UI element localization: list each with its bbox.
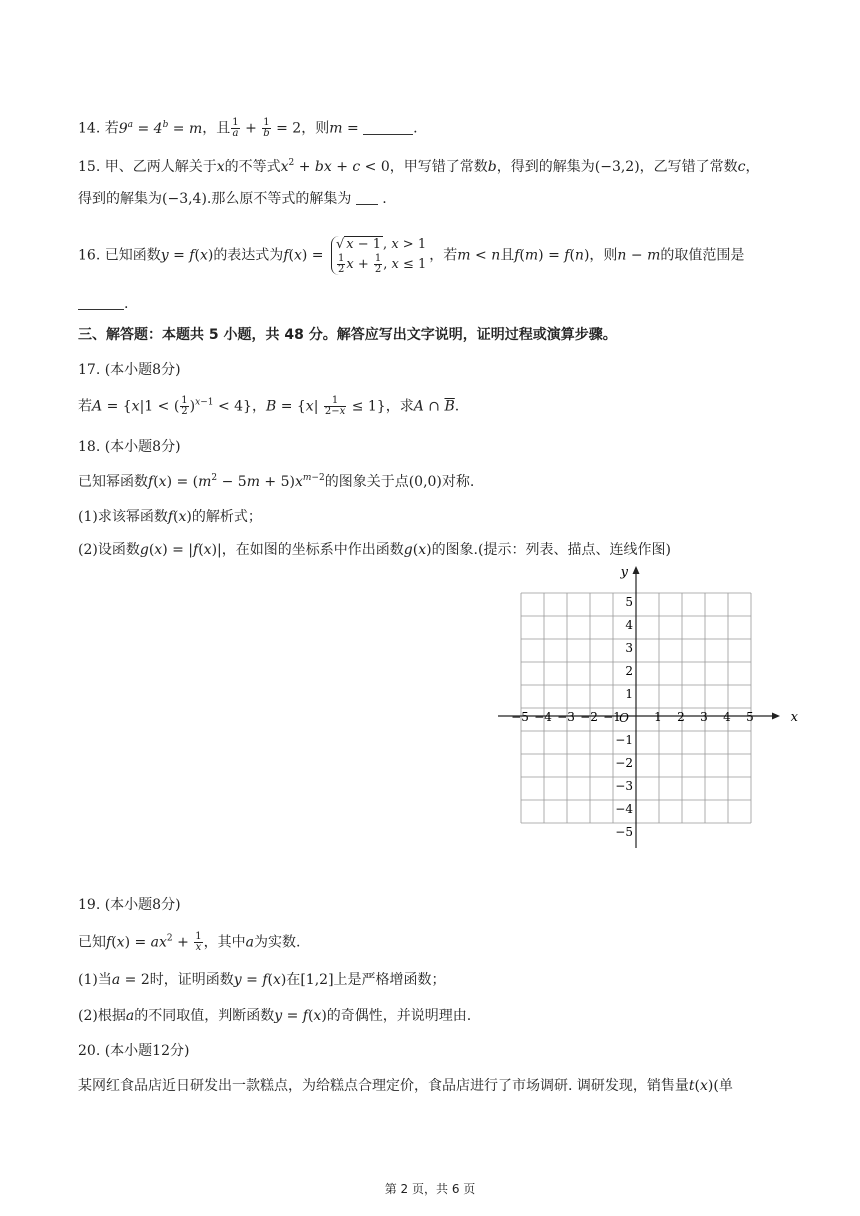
answer-blank[interactable] [363,120,413,135]
x-tick-label: −3 [557,710,575,724]
x-tick-labels [511,710,754,724]
question-18: 已知幂函数$f(x) = (m^2 - 5m + 5)x^{m-2}$的图象关于点(0,0)对称. [78,473,475,490]
coordinate-grid[interactable] [492,560,798,852]
x-tick-label: 1 [654,710,662,724]
question-19: 已知$f(x) = ax^2$ + $\frac{1}{x}$ ，其中a为实数. [78,931,301,953]
question-19-head: 19. (本小题8分) [78,897,181,913]
x-tick-label: 2 [677,710,685,724]
question-20: 某网红食品店近日研发出一款糕点，为给糕点合理定价，食品店进行了市场调研. 调研发现，销售量t(x)(单 [78,1078,733,1094]
question-17: 若A = {x|1 < ( $\frac{1}{2}$ )$^{x-1}$ < 4}，B = {x| $\frac{1}{2-x}$ ≤ 1}，求A ∩ $\overline{B}$. [78,395,460,417]
x-tick-label: −5 [511,710,529,724]
question-18-part1: (1)求该幂函数f(x)的解析式； [78,509,262,525]
question-14: 14. 若$9^a = 4^b = m$，且 $\frac{1}{a}$ + $\frac{1}{b}$ = 2，则m = . [78,117,418,139]
question-16-cont: . [78,294,128,314]
y-tick-label: 5 [625,595,633,609]
answer-blank[interactable] [356,190,378,205]
x-axis-arrow-icon [772,713,780,720]
question-15: 15. 甲、乙两人解关于x的不等式$x^2$ + bx + c < 0，甲写错了常数b，得到的解集为(−3,2)，乙写错了常数c， [78,158,760,175]
question-16: 16. 已知函数y = f(x)的表达式为f(x) = √ x − 1 , x > 1 $\frac{1}{2}$ x + $\frac{1}{2}$ , x ≤ 1 ，若m < n且f(m) = f(n)，则n − m的取值范围是 [78,237,745,275]
y-tick-label: 1 [625,687,633,701]
x-tick-label: 3 [700,710,708,724]
y-tick-label: −5 [615,825,633,839]
y-tick-label: −3 [615,779,633,793]
question-20-head: 20. (本小题12分) [78,1043,190,1059]
y-tick-label: 3 [625,641,633,655]
y-tick-label: −2 [615,756,633,770]
question-17-head: 17. (本小题8分) [78,362,181,378]
y-axis-arrow-icon [633,566,640,574]
x-tick-label: 5 [746,710,754,724]
origin-label: O [619,711,629,725]
y-tick-label: −1 [615,733,633,747]
x-tick-label: −2 [580,710,598,724]
y-tick-label: −4 [615,802,633,816]
y-axis-label: y [620,565,628,580]
x-tick-label: −1 [603,710,621,724]
question-15-cont: 得到的解集为(−3,4).那么原不等式的解集为 . [78,191,387,207]
page-footer: 第 2 页，共 6 页 [384,1182,476,1196]
x-tick-label: −4 [534,710,552,724]
answer-blank[interactable] [78,295,124,310]
question-19-part2: (2)根据a的不同取值，判断函数y = f(x)的奇偶性，并说明理由. [78,1008,472,1024]
question-18-part2: (2)设函数g(x) = |f(x)|，在如图的坐标系中作出函数g(x)的图象.(提示：列表、描点、连线作图) [78,542,671,558]
x-tick-label: 4 [723,710,731,724]
section-heading: 三、解答题：本题共 5 小题，共 48 分。解答应写出文字说明，证明过程或演算步骤。 [78,327,617,343]
y-tick-label: 4 [625,618,633,632]
piecewise-function: √ x − 1 , x > 1 $\frac{1}{2}$ x + $\frac{1}{2}$ , x ≤ 1 [331,236,426,275]
question-18-head: 18. (本小题8分) [78,439,181,455]
y-tick-label: 2 [625,664,633,678]
question-19-part1: (1)当a = 2时，证明函数y = f(x)在[1,2]上是严格增函数； [78,972,446,988]
x-axis-label: x [790,710,798,725]
